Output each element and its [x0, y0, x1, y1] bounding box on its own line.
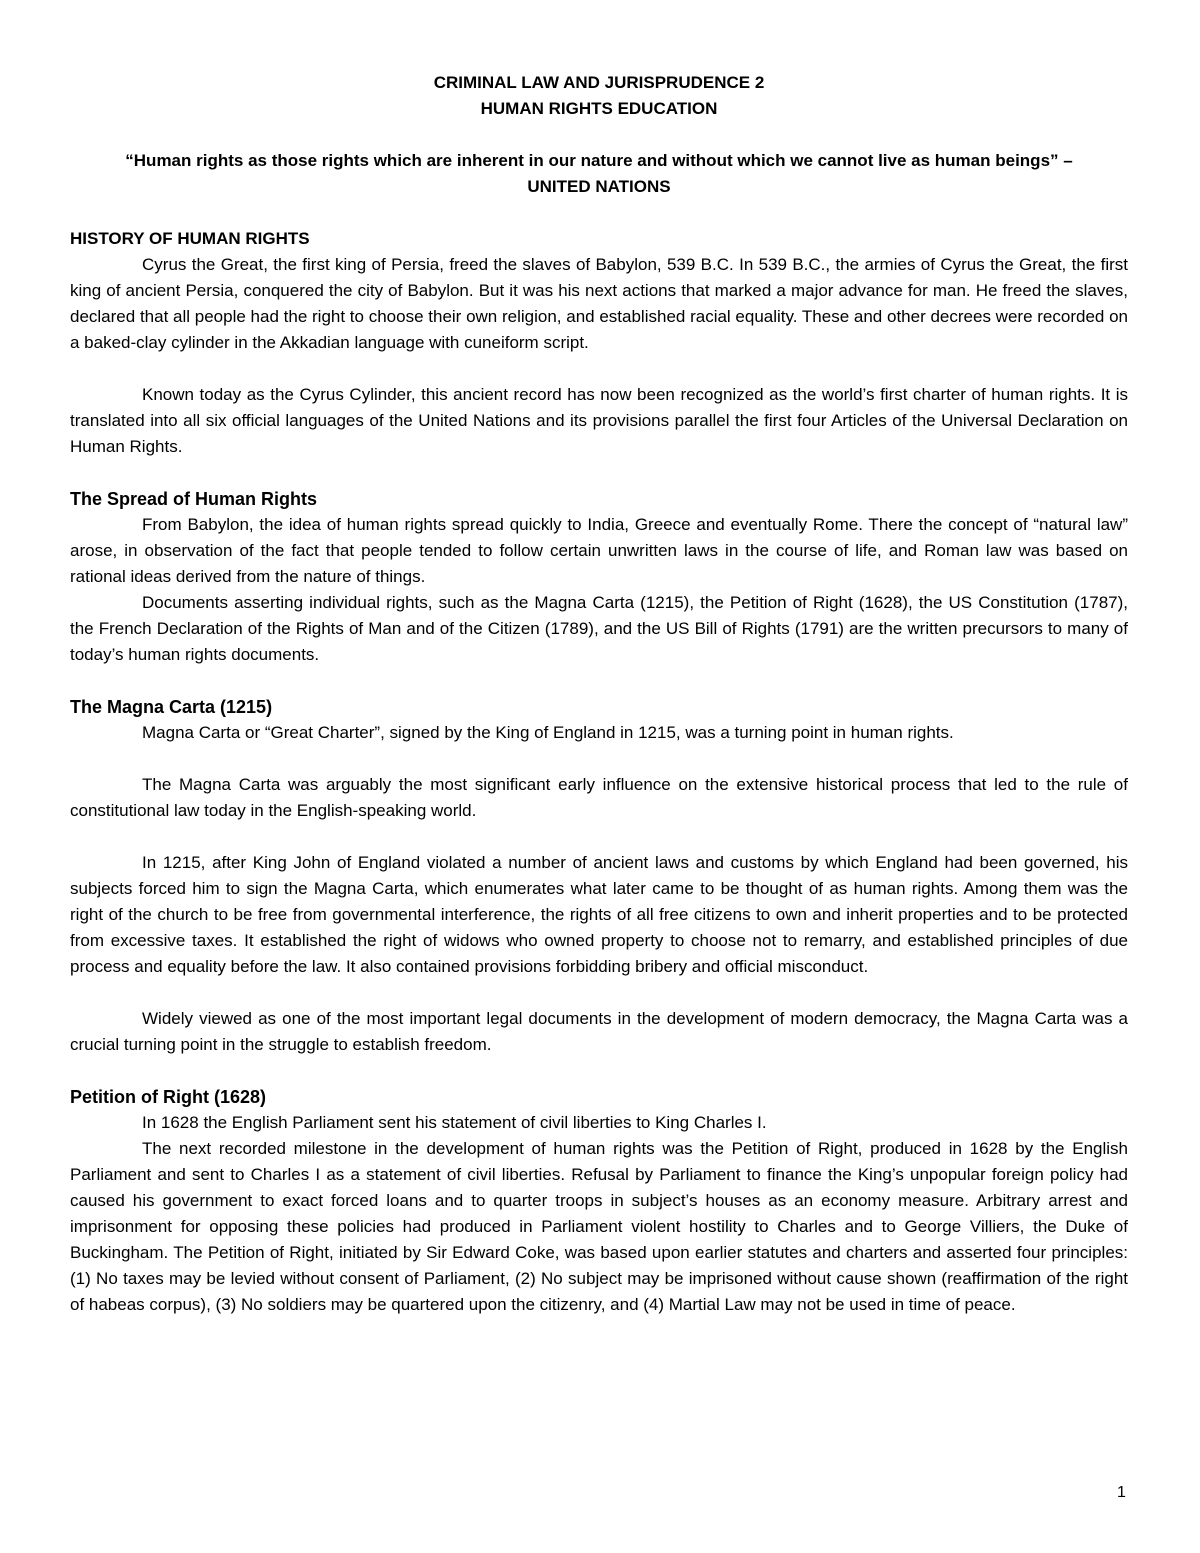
section-spread	[70, 486, 1128, 668]
section-heading: HISTORY OF HUMAN RIGHTS	[70, 229, 310, 248]
opening-quote	[70, 148, 1128, 200]
section-petition-of-right	[70, 1084, 1128, 1318]
paragraph: Known today as the Cyrus Cylinder, this ancient record has now been recognized as the world’s first charter of human rights. It is translated into all six official languages of the United Nations and its provisions parallel the first four Articles of the Universal Declaration on Human Rights.	[70, 385, 1128, 456]
document-title: CRIMINAL LAW AND JURISPRUDENCE 2	[433, 73, 765, 92]
paragraph: Documents asserting individual rights, such as the Magna Carta (1215), the Petition of Right (1628), the US Constitution (1787), the French Declaration of the Rights of Man and of the Citizen (1789), and the US Bill of Rights (1791) are the written precursors to many of today’s human rights documents.	[70, 593, 1128, 664]
section-magna-carta	[70, 694, 1128, 1058]
paragraph: In 1215, after King John of England violated a number of ancient laws and customs by which England had been governed, his subjects forced him to sign the Magna Carta, which enumerates what later came to be thought of as human rights. Among them was the right of the church to be free from governmental interference, the rights of all free citizens to own and inherit properties and to be protected from excessive taxes. It established the right of widows who owned property to choose not to remarry, and established principles of due process and equality before the law. It also contained provisions forbidding bribery and official misconduct.	[70, 853, 1128, 976]
paragraph: The next recorded milestone in the development of human rights was the Petition of Right, produced in 1628 by the English Parliament and sent to Charles I as a statement of civil liberties. Refusal by Parliament to finance the King’s unpopular foreign policy had caused his government to exact forced loans and to quarter troops in subject’s houses as an economy measure. Arbitrary arrest and imprisonment for opposing these policies had produced in Parliament violent hostility to Charles and to George Villiers, the Duke of Buckingham. The Petition of Right, initiated by Sir Edward Coke, was based upon earlier statutes and charters and asserted four principles: (1) No taxes may be levied without consent of Parliament, (2) No subject may be imprisoned without cause shown (reaffirmation of the right of habeas corpus), (3) No soldiers may be quartered upon the citizenry, and (4) Martial Law may not be used in time of peace.	[70, 1139, 1128, 1314]
section-history	[70, 226, 1128, 460]
page-number: 1	[1117, 1484, 1126, 1501]
paragraph: Magna Carta or “Great Charter”, signed by the King of England in 1215, was a turning point in human rights.	[142, 723, 954, 742]
section-heading: The Spread of Human Rights	[70, 489, 318, 509]
paragraph: Widely viewed as one of the most important legal documents in the development of modern democracy, the Magna Carta was a crucial turning point in the struggle to establish freedom.	[70, 1009, 1128, 1054]
paragraph: Cyrus the Great, the first king of Persia, freed the slaves of Babylon, 539 B.C. In 539 B.C., the armies of Cyrus the Great, the first king of ancient Persia, conquered the city of Babylon. But it was his next actions that marked a major advance for man. He freed the slaves, declared that all people had the right to choose their own religion, and established racial equality. These and other decrees were recorded on a baked-clay cylinder in the Akkadian language with cuneiform script.	[70, 255, 1128, 352]
section-heading: Petition of Right (1628)	[70, 1087, 267, 1107]
section-heading: The Magna Carta (1215)	[70, 697, 273, 717]
paragraph: From Babylon, the idea of human rights spread quickly to India, Greece and eventually Rome. There the concept of “natural law” arose, in observation of the fact that people tended to follow certain unwritten laws in the course of life, and Roman law was based on rational ideas derived from the nature of things.	[70, 515, 1128, 586]
paragraph: In 1628 the English Parliament sent his statement of civil liberties to King Charles I.	[142, 1113, 767, 1132]
document-subtitle: HUMAN RIGHTS EDUCATION	[480, 99, 718, 118]
quote-text: “Human rights as those rights which are inherent in our nature and without which we cannot live as human beings” –	[125, 151, 1073, 170]
quote-source: UNITED NATIONS	[527, 177, 671, 196]
document-page	[70, 70, 1128, 1318]
paragraph: The Magna Carta was arguably the most significant early influence on the extensive historical process that led to the rule of constitutional law today in the English-speaking world.	[70, 775, 1128, 820]
